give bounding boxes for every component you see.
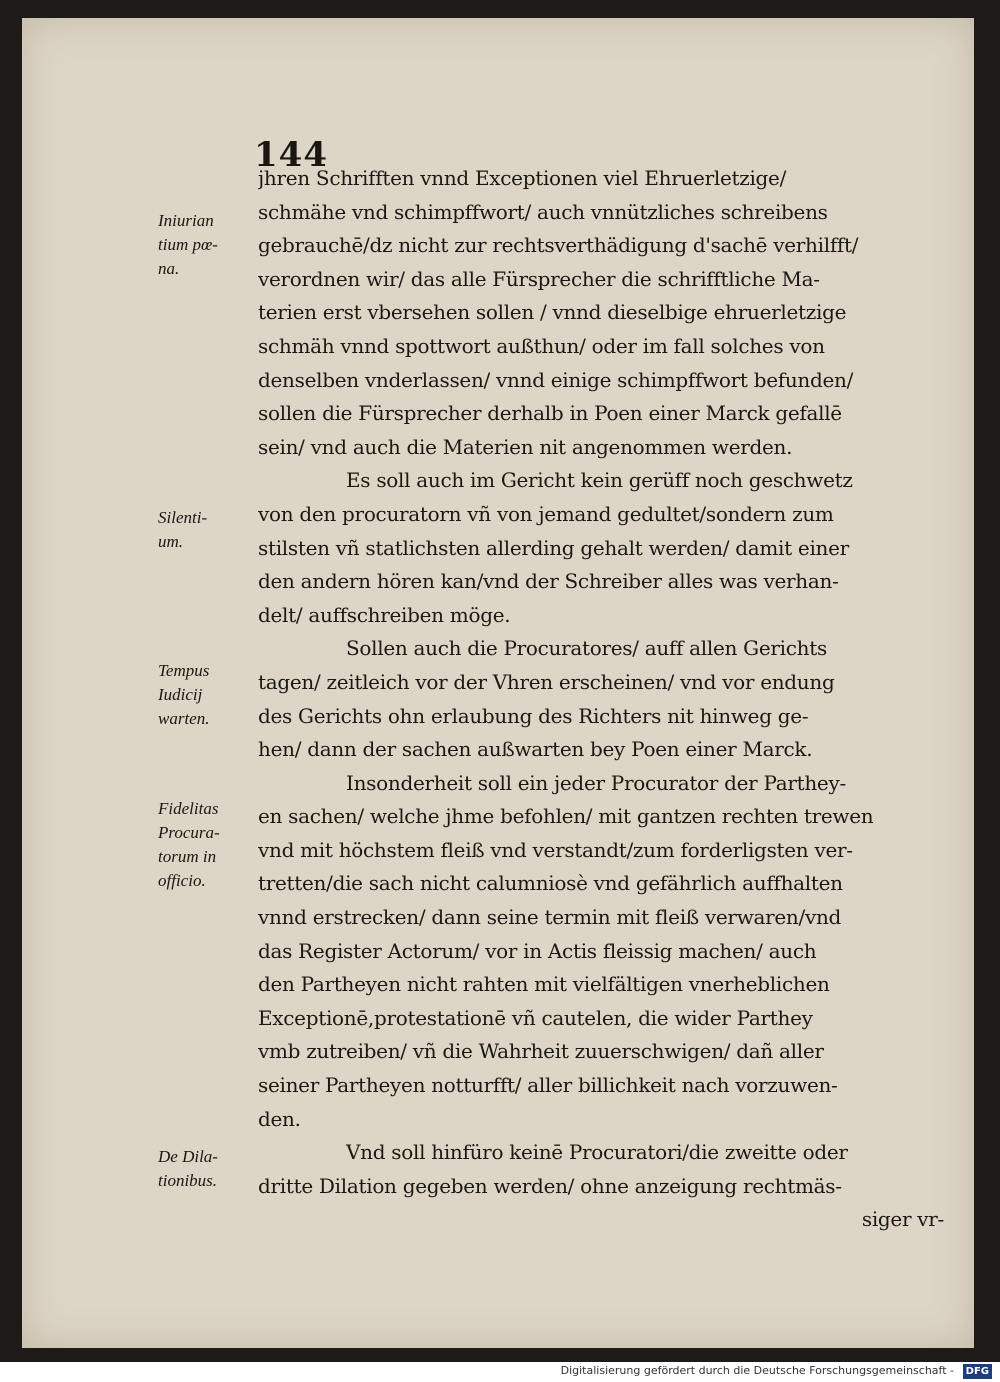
text-line: den Partheyen nicht rahten mit vielfältigen vnerheblichen: [258, 972, 830, 997]
marginal-note-de-dilationibus: De Dila- tionibus.: [158, 1147, 218, 1190]
catchword-line: siger vr-: [861, 1207, 944, 1232]
text-line: sein/ vnd auch die Materien nit angenommen werden.: [258, 434, 793, 459]
text-line: denselben vnderlassen/ vnnd einige schimpffwort befunden/: [258, 367, 854, 392]
text-line: terien erst vbersehen sollen / vnnd dieselbige ehruerletzige: [258, 300, 847, 325]
paragraph-start-line: Insonderheit soll ein jeder Procurator der Parthey-: [346, 770, 846, 795]
text-line: tagen/ zeitleich vor der Vhren erscheinen/ vnd vor endung: [258, 669, 835, 694]
text-line: seiner Partheyen notturfft/ aller billichkeit nach vorzuwen-: [258, 1073, 838, 1098]
footer-bar: [0, 1362, 1000, 1382]
text-line: sollen die Fürsprecher derhalb in Poen einer Marck gefallē: [258, 401, 842, 426]
text-line: vnd mit höchstem fleiß vnd verstandt/zum forderligsten ver-: [258, 837, 853, 862]
marginal-note-silentium: Silenti- um.: [158, 508, 208, 551]
paragraph-start-line: Es soll auch im Gericht kein gerüff noch geschwetz: [346, 468, 853, 493]
text-line: schmäh vnnd spottwort außthun/ oder im fall solches von: [258, 333, 825, 358]
page-number: 144: [254, 135, 328, 175]
text-line: den.: [258, 1106, 301, 1131]
marginal-note-iniurientium: Iniurian tium pœ- na.: [158, 211, 218, 278]
text-line: Exceptionē,protestationē vñ cautelen, die wider Parthey: [258, 1005, 813, 1030]
text-line: den andern hören kan/vnd der Schreiber alles was verhan-: [258, 569, 839, 594]
text-line: des Gerichts ohn erlaubung des Richters nit hinweg ge-: [258, 703, 809, 728]
text-line: tretten/die sach nicht calumniosè vnd gefährlich auffhalten: [258, 871, 843, 896]
marginal-note-fidelitas: Fidelitas Procura- torum in officio.: [158, 799, 220, 890]
marginal-note-tempus-iudicij: Tempus Iudicij warten.: [158, 661, 210, 728]
text-line: dritte Dilation gegeben werden/ ohne anzeigung rechtmäs-: [258, 1173, 842, 1198]
text-line: von den procuratorn vñ von jemand gedultet/sondern zum: [258, 501, 834, 526]
text-line: stilsten vñ statlichsten allerding gehalt werden/ damit einer: [258, 535, 849, 560]
text-line: gebrauchē/dz nicht zur rechtsverthädigung d'sachē verhilfft/: [258, 233, 859, 258]
body-text: [258, 162, 948, 1237]
text-line: hen/ dann der sachen außwarten bey Poen einer Marck.: [258, 737, 813, 762]
text-line: das Register Actorum/ vor in Actis fleissig machen/ auch: [258, 938, 817, 963]
dfg-logo: DFG: [963, 1364, 992, 1379]
text-line: schmähe vnd schimpffwort/ auch vnnützliches schreibens: [258, 199, 828, 224]
text-line: vnnd erstrecken/ dann seine termin mit fleiß verwaren/vnd: [258, 905, 842, 930]
dfg-credit-text: Digitalisierung gefördert durch die Deutsche Forschungsgemeinschaft -: [560, 1364, 954, 1377]
paragraph-start-line: Sollen auch die Procuratores/ auff allen Gerichts: [346, 636, 827, 661]
text-line: delt/ auffschreiben möge.: [258, 602, 511, 627]
text-line: vmb zutreiben/ vñ die Wahrheit zuuerschwigen/ dañ aller: [258, 1039, 824, 1064]
text-line: en sachen/ welche jhme befohlen/ mit gantzen rechten trewen: [258, 804, 874, 829]
text-line: verordnen wir/ das alle Fürsprecher die schrifftliche Ma-: [258, 266, 820, 291]
paragraph-start-line: Vnd soll hinfüro keinē Procuratori/die zweitte oder: [346, 1140, 848, 1165]
text-line: jhren Schrifften vnnd Exceptionen viel Ehruerletzige/: [258, 166, 787, 190]
